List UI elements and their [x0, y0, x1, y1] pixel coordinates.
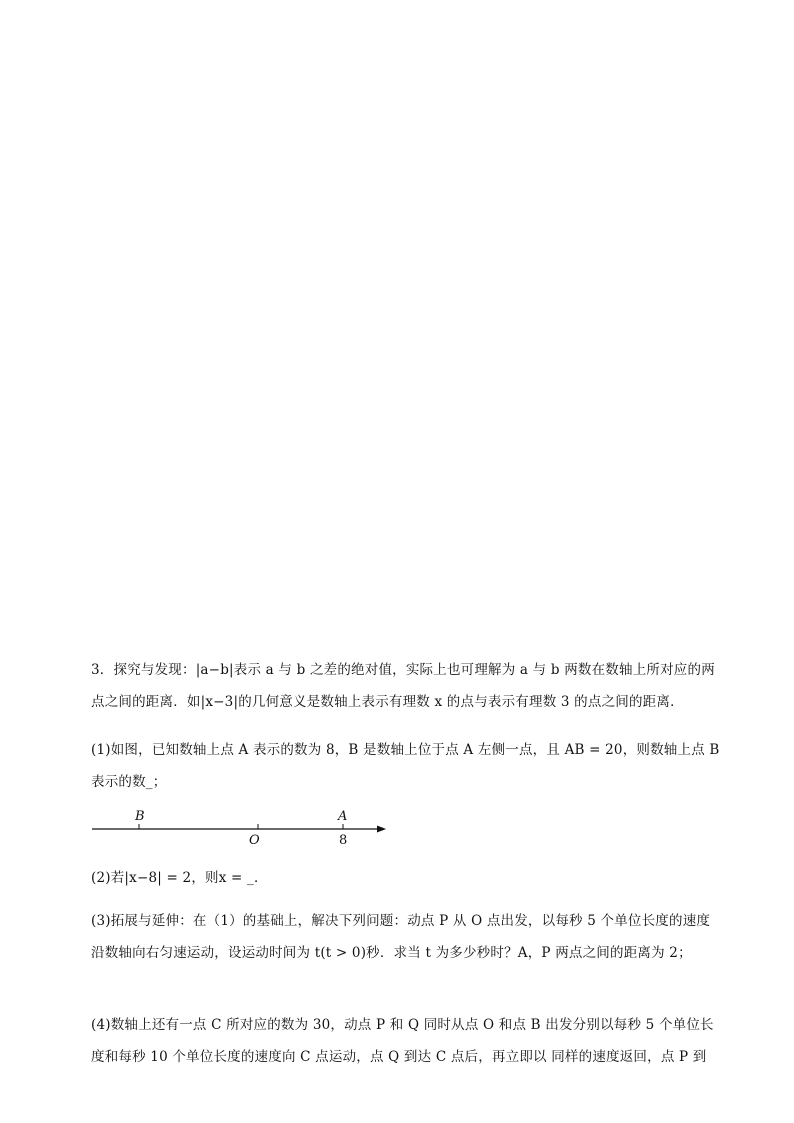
question-1 — [91, 734, 720, 798]
question-4 — [91, 1009, 714, 1073]
label-A: A — [338, 809, 348, 824]
q4-line-1: (4)数轴上还有一点 C 所对应的数为 30，动点 P 和 Q 同时从点 O 和点 B 出发分别以每秒 5 个单位长 — [91, 1017, 714, 1033]
number-line-figure — [88, 804, 398, 852]
intro-line-2: 点之间的距离．如|x−3|的几何意义是数轴上表示有理数 x 的点与表示有理数 3 的点之间的距离． — [91, 694, 684, 710]
problem-intro — [91, 654, 715, 718]
q1-line-1: (1)如图，已知数轴上点 A 表示的数为 8，B 是数轴上位于点 A 左侧一点，且 AB = 20，则数轴上点 B — [91, 742, 720, 758]
question-2 — [91, 862, 711, 894]
label-8: 8 — [339, 833, 348, 848]
q3-line-1: (3)拓展与延伸：在（1）的基础上，解决下列问题：动点 P 从 O 点出发，以每秒 5 个单位长度的速度 — [91, 913, 711, 929]
intro-line-1: 3．探究与发现：|a−b|表示 a 与 b 之差的绝对值，实际上也可理解为 a 与 b 两数在数轴上所对应的两 — [91, 662, 715, 678]
q2-line-1: (2)若|x−8| = 2，则x = _． — [91, 870, 268, 886]
question-3 — [91, 905, 711, 969]
number-line-svg — [88, 804, 398, 852]
label-O: O — [249, 833, 260, 848]
q1-line-2: 表示的数_； — [91, 774, 167, 790]
q3-line-2: 沿数轴向右匀速运动，设运动时间为 t(t > 0)秒．求当 t 为多少秒时？A，P 两点之间的距离为 2； — [91, 945, 692, 961]
axis-arrow — [377, 826, 386, 833]
label-B: B — [135, 809, 145, 824]
q4-line-2: 度和每秒 10 个单位长度的速度向 C 点运动，点 Q 到达 C 点后，再立即以 同样的速度返回，点 P 到 — [91, 1049, 707, 1065]
